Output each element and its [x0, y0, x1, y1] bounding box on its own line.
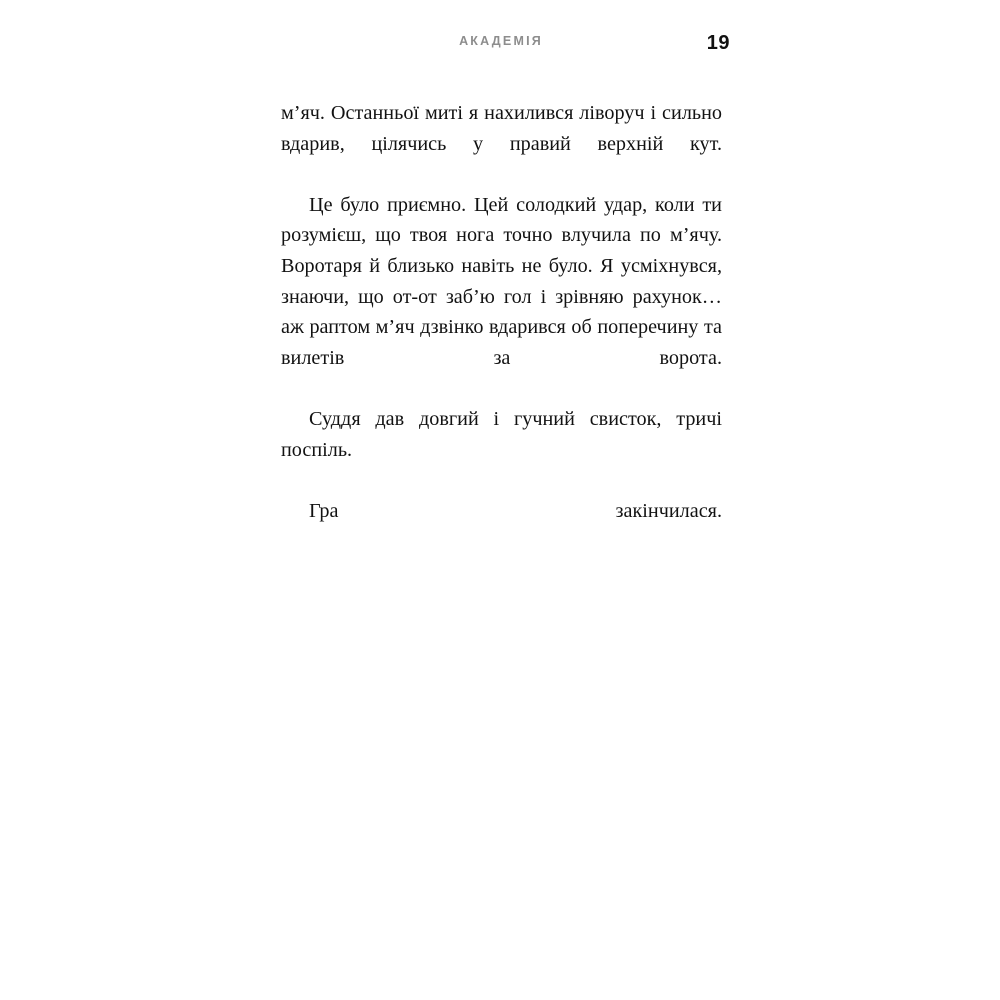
running-head-title: АКАДЕМІЯ — [459, 34, 543, 48]
paragraph: Гра закінчилася. — [309, 499, 722, 522]
paragraph: Це було приємно. Цей солодкий удар, коли ти розумієш, що твоя нога точно влучила по м’ячу. Воротаря й близько навіть не було. Я усміхнувся, знаючи, що от-от заб’ю гол і зрівняю рахунок… аж раптом м’яч дзвінко вдарився об поперечину та вилетів за ворота. — [281, 193, 722, 369]
body-text — [281, 98, 722, 557]
paragraph: Суддя дав довгий і гучний свисток, тричі поспіль. — [281, 407, 722, 461]
paragraph: м’яч. Останньої миті я нахилився ліворуч і сильно вдарив, цілячись у правий верхній кут. — [281, 102, 722, 155]
page-number: 19 — [706, 32, 730, 54]
running-head — [281, 34, 721, 48]
